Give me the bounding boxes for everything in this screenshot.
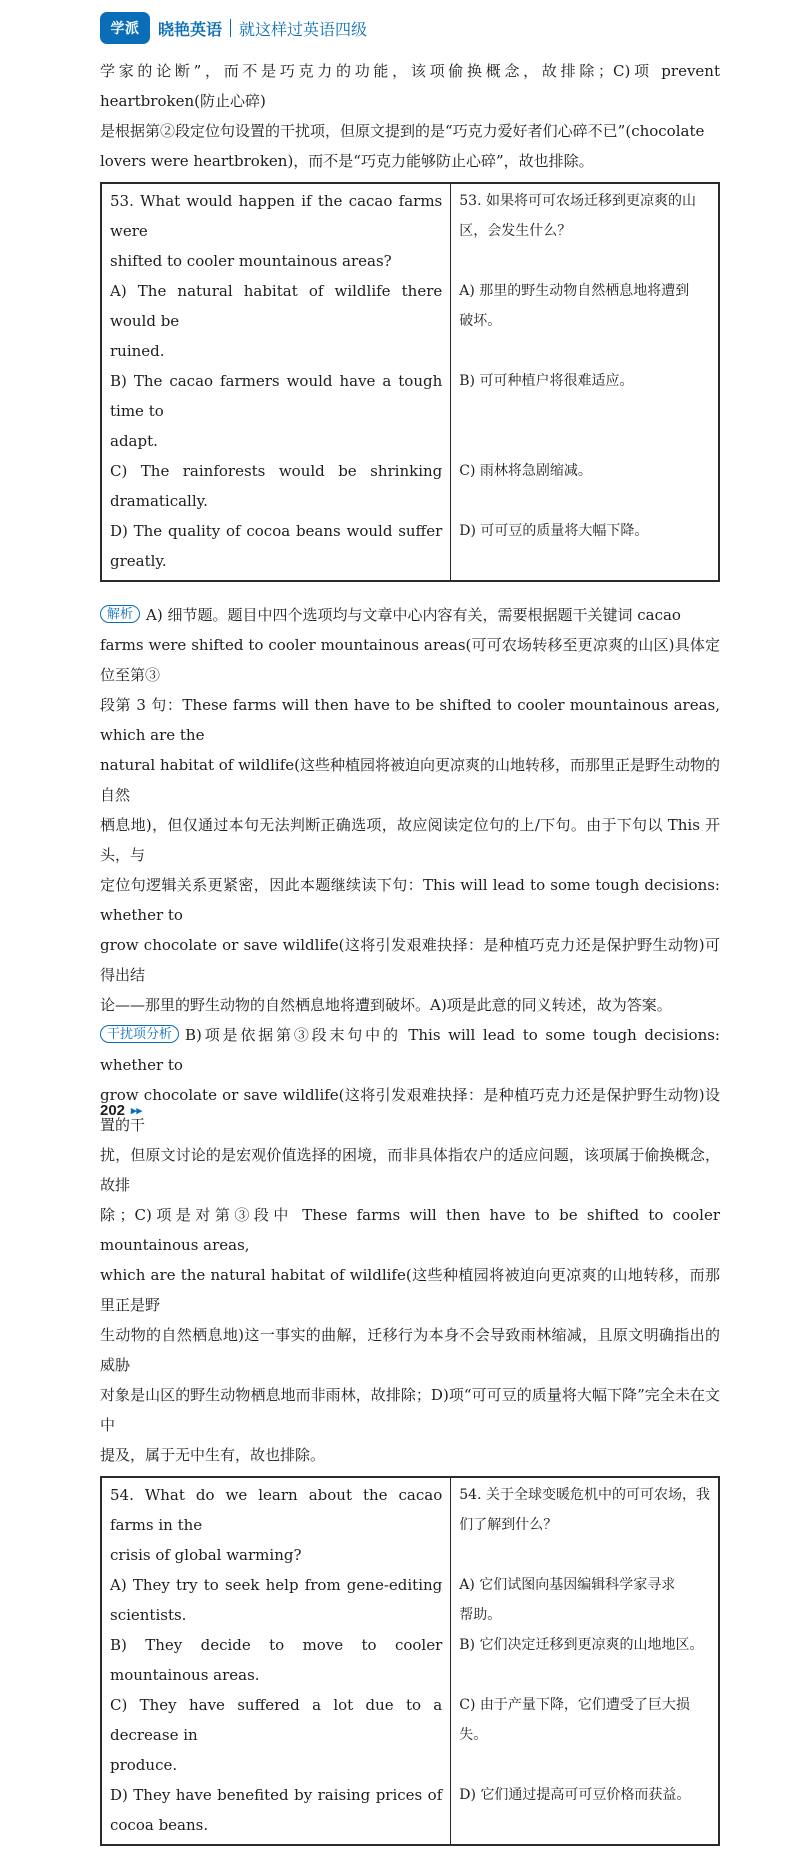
- option-text: B) The cacao farmers would have a tough time to: [110, 372, 443, 420]
- question-53-en: [101, 183, 451, 276]
- option-translation: 帮助。: [459, 1607, 502, 1623]
- analysis-line: farms were shifted to cooler mountainous areas(可可农场转移至更凉爽的山区)具体定位至第③: [100, 636, 720, 684]
- option-a-en: [101, 1570, 451, 1630]
- page-number: 202: [100, 1102, 126, 1119]
- option-translation: D) 它们通过提高可可豆价格而获益。: [459, 1787, 691, 1803]
- distractor-text: B)项是依据第③段末句中的 This will lead to some tough decisions: whether to: [100, 1026, 720, 1074]
- question-53-zh: [451, 183, 719, 276]
- distractor-line: [100, 1020, 720, 1080]
- intro-line: 是根据第②段定位句设置的干扰项，但原文提到的是“巧克力爱好者们心碎不已”(chocolate: [100, 122, 705, 140]
- question-text: 54. What do we learn about the cacao farms in the: [110, 1486, 443, 1534]
- question-translation: 们了解到什么？: [459, 1517, 558, 1533]
- option-c-zh: [451, 456, 719, 516]
- analysis-line: natural habitat of wildlife(这些种植园将被迫向更凉爽的山地转移，而那里正是野生动物的自然: [100, 756, 721, 804]
- series-title: 就这样过英语四级: [239, 21, 368, 39]
- question-54-zh: [451, 1477, 719, 1570]
- option-d-zh: [451, 516, 719, 581]
- option-b-en: [101, 366, 451, 456]
- brand-name: 晓艳英语: [158, 21, 223, 39]
- option-translation: C) 由于产量下降，它们遭受了巨大损失。: [459, 1697, 690, 1743]
- analysis-line: 论——那里的野生动物的自然栖息地将遭到破坏。A)项是此意的同义转述，故为答案。: [100, 996, 672, 1014]
- distractor-line: 提及，属于无中生有，故也排除。: [100, 1446, 326, 1464]
- option-text: C) They have suffered a lot due to a decrease in: [110, 1696, 443, 1744]
- analysis-line: 定位句逻辑关系更紧密，因此本题继续读下句：This will lead to some tough decisions: whether to: [100, 876, 720, 924]
- option-text: D) They have benefited by raising prices of cocoa beans.: [110, 1786, 443, 1834]
- question-translation: 53. 如果将可可农场迁移到更凉爽的山: [459, 193, 696, 209]
- question-translation: 区，会发生什么？: [459, 223, 572, 239]
- analysis-line: 栖息地)，但仅通过本句无法判断正确选项，故应阅读定位句的上/下句。由于下句以 This 开头，与: [100, 816, 720, 864]
- distractor-line: which are the natural habitat of wildlife(这些种植园将被迫向更凉爽的山地转移，而那里正是野: [100, 1266, 720, 1314]
- option-text: A) The natural habitat of wildlife there would be: [110, 282, 443, 330]
- distractor-tag: 干扰项分析: [100, 1025, 179, 1043]
- distractor-analysis-53: [100, 1020, 720, 1470]
- option-translation: 破坏。: [459, 313, 502, 329]
- option-a-zh: [451, 276, 719, 366]
- option-text: ruined.: [110, 342, 165, 360]
- intro-line: 学家的论断”，而不是巧克力的功能，该项偷换概念，故排除；C)项 prevent heartbroken(防止心碎): [100, 62, 720, 110]
- option-a-zh: [451, 1570, 719, 1630]
- header-divider: [230, 19, 231, 37]
- page-header: [100, 10, 367, 46]
- option-d-en: [101, 1780, 451, 1845]
- question-translation: 54. 关于全球变暖危机中的可可农场，我: [459, 1487, 710, 1503]
- question-53-table: [100, 182, 720, 582]
- distractor-line: 对象是山区的野生动物栖息地而非雨林，故排除；D)项“可可豆的质量将大幅下降”完全未在文中: [100, 1386, 720, 1434]
- option-d-en: [101, 516, 451, 581]
- question-text: 53. What would happen if the cacao farms were: [110, 192, 443, 240]
- question-54-table: [100, 1476, 720, 1846]
- question-text: shifted to cooler mountainous areas?: [110, 252, 392, 270]
- analysis-line: 段第 3 句：These farms will then have to be shifted to cooler mountainous areas, which are the: [100, 696, 720, 744]
- distractor-line: 生动物的自然栖息地)这一事实的曲解，迁移行为本身不会导致雨林缩减，且原文明确指出的威胁: [100, 1326, 720, 1374]
- analysis-tag: 解析: [100, 605, 140, 623]
- analysis-53: [100, 600, 720, 1020]
- option-b-zh: [451, 1630, 719, 1690]
- intro-line: lovers were heartbroken)，而不是“巧克力能够防止心碎”，故也排除。: [100, 152, 594, 170]
- distractor-line: grow chocolate or save wildlife(这将引发艰难抉择：是种植巧克力还是保护野生动物)设置的干: [100, 1086, 720, 1134]
- option-text: D) The quality of cocoa beans would suffer greatly.: [110, 522, 443, 570]
- double-arrow-icon: ▸▸: [131, 1105, 143, 1117]
- distractor-line: 扰，但原文讨论的是宏观价值选择的困境，而非具体指农户的适应问题，该项属于偷换概念，故排: [100, 1146, 720, 1194]
- option-text: C) The rainforests would be shrinking dramatically.: [110, 462, 443, 510]
- analysis-line: grow chocolate or save wildlife(这将引发艰难抉择：是种植巧克力还是保护野生动物)可得出结: [100, 936, 720, 984]
- option-translation: C) 雨林将急剧缩减。: [459, 463, 592, 479]
- option-text: A) They try to seek help from gene-editing scientists.: [110, 1576, 443, 1624]
- question-text: crisis of global warming?: [110, 1546, 302, 1564]
- brand-logo: 学派: [100, 12, 150, 44]
- option-text: B) They decide to move to cooler mountainous areas.: [110, 1636, 443, 1684]
- option-translation: A) 它们试图向基因编辑科学家寻求: [459, 1577, 676, 1593]
- intro-paragraph: [100, 56, 720, 176]
- option-translation: A) 那里的野生动物自然栖息地将遭到: [459, 283, 690, 299]
- option-c-en: [101, 1690, 451, 1780]
- page-footer: [100, 1102, 142, 1119]
- option-text: adapt.: [110, 432, 158, 450]
- option-translation: B) 它们决定迁移到更凉爽的山地地区。: [459, 1637, 704, 1653]
- analysis-text: A) 细节题。题目中四个选项均与文章中心内容有关，需要根据题干关键词 cacao: [146, 606, 681, 624]
- option-b-zh: [451, 366, 719, 456]
- distractor-line: 除；C)项是对第③段中 These farms will then have to be shifted to cooler mountainous areas,: [100, 1206, 720, 1254]
- option-text: produce.: [110, 1756, 178, 1774]
- page-content: [100, 56, 720, 1864]
- option-translation: D) 可可豆的质量将大幅下降。: [459, 523, 649, 539]
- option-b-en: [101, 1630, 451, 1690]
- option-c-en: [101, 456, 451, 516]
- option-c-zh: [451, 1690, 719, 1780]
- option-d-zh: [451, 1780, 719, 1845]
- question-54-en: [101, 1477, 451, 1570]
- option-a-en: [101, 276, 451, 366]
- option-translation: B) 可可种植户将很难适应。: [459, 373, 634, 389]
- analysis-line: [100, 600, 720, 630]
